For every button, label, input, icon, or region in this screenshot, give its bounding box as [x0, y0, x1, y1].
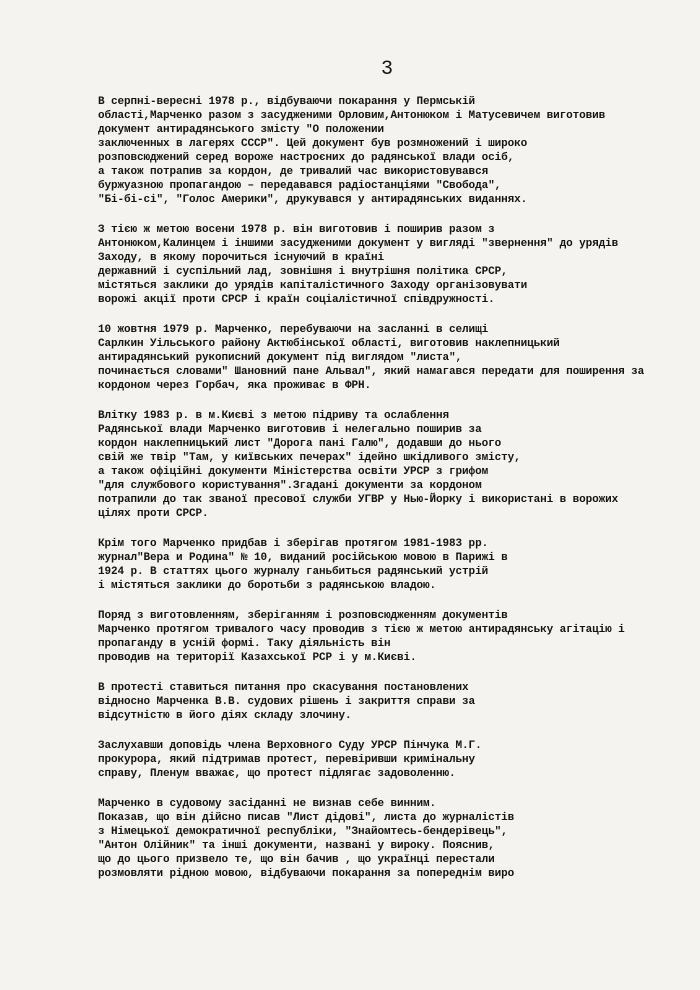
paragraph-9: Марченко в судовому засіданні не визнав себе винним. Показав, що він дійсно писав "Лист дідові", листа до журналістів з Німецької демократичної республіки, "Знайомтесь-бендерівець", "Антон Олійник" та інші документи, названі у вироку. Пояснив, що до цього призвело те, що він бачив , що українці перестали розмовляти рідною мовою, відбуваючи покарання за попереднім виро: [98, 798, 515, 880]
paragraph-6: Поряд з виготовленням, зберіганням і розповсюдженням документів Марченко протягом тривалого часу проводив з тією ж метою антирадянську агітацію і пропаганду в усній формі. Таку діяльність він проводив на території Казахської РСР і у м.Києві.: [98, 610, 625, 664]
paragraph-7: В протесті ставиться питання про скасування постановлених відносно Марченка В.В. судових рішень і закриття справи за відсутністю в його діях складу злочину.: [98, 682, 476, 722]
paragraph-1: В серпні-вересні 1978 р., відбуваючи покарання у Пермській області,Марченко разом з засудженими Орловим,Антонюком і Матусевичем виготовив документ антирадянського змісту "О положении заключенных в лагерях СССР". Цей документ був розмножений і широко розповсюджений серед вороже настроєних до радянської влади осіб, а також потрапив за кордон, де тривалий час використовувався буржуазною пропагандою – передавався радіостанціями "Свобода", "Бі-бі-сі", "Голос Америки", друкувався у антирадянських виданнях.: [98, 96, 606, 206]
paragraph-8: Заслухавши доповідь члена Верховного Суду УРСР Пінчука М.Г. прокурора, який підтримав протест, перевіривши кримінальну справу, Пленум вважає, що протест підлягає задоволенню.: [98, 740, 482, 780]
page-number: 3: [380, 58, 393, 81]
paragraph-5: Крім того Марченко придбав і зберігав протягом 1981-1983 рр. журнал"Вера и Родина" № 10, виданий російською мовою в Парижі в 1924 р. В статтях цього журналу ганьбиться радянський устрій і містяться заклики до боротьби з радянською владою.: [98, 538, 508, 592]
paragraph-3: 10 жовтня 1979 р. Марченко, перебуваючи на засланні в селищі Сарлкин Уільського району Актюбінської області, виготовив наклепницький антирадянський рукописний документ під виглядом "листа", починається словами" Шановний пане Альвал", який намагався передати для поширення за кордоном через Горбач, яка проживає в ФРН.: [98, 324, 645, 392]
paragraph-2: З тією ж метою восени 1978 р. він виготовив і поширив разом з Антонюком,Калинцем і іншими засудженими документ у вигляді "звернення" до урядів Заходу, в якому порочиться існуючий в країні державний і суспільний лад, зовнішня і внутрішня політика СРСР, містяться заклики до урядів капіталістичного Заходу організовувати ворожі акції проти СРСР і країн соціалістичної співдружності.: [98, 224, 619, 306]
paragraph-4: Влітку 1983 р. в м.Києві з метою підриву та ослаблення Радянської влади Марченко виготовив і нелегально поширив за кордон наклепницький лист "Дорога пані Галю", додавши до нього свій же твір "Там, у київських печерах" ідейно шкідливого змісту, а також офіційні документи Міністерства освіти УРСР з грифом "для службового користування".Згадані документи за кордоном потрапили до так званої пресової служби УГВР у Нью-Йорку і використані в ворожих цілях проти СРСР.: [98, 410, 619, 520]
